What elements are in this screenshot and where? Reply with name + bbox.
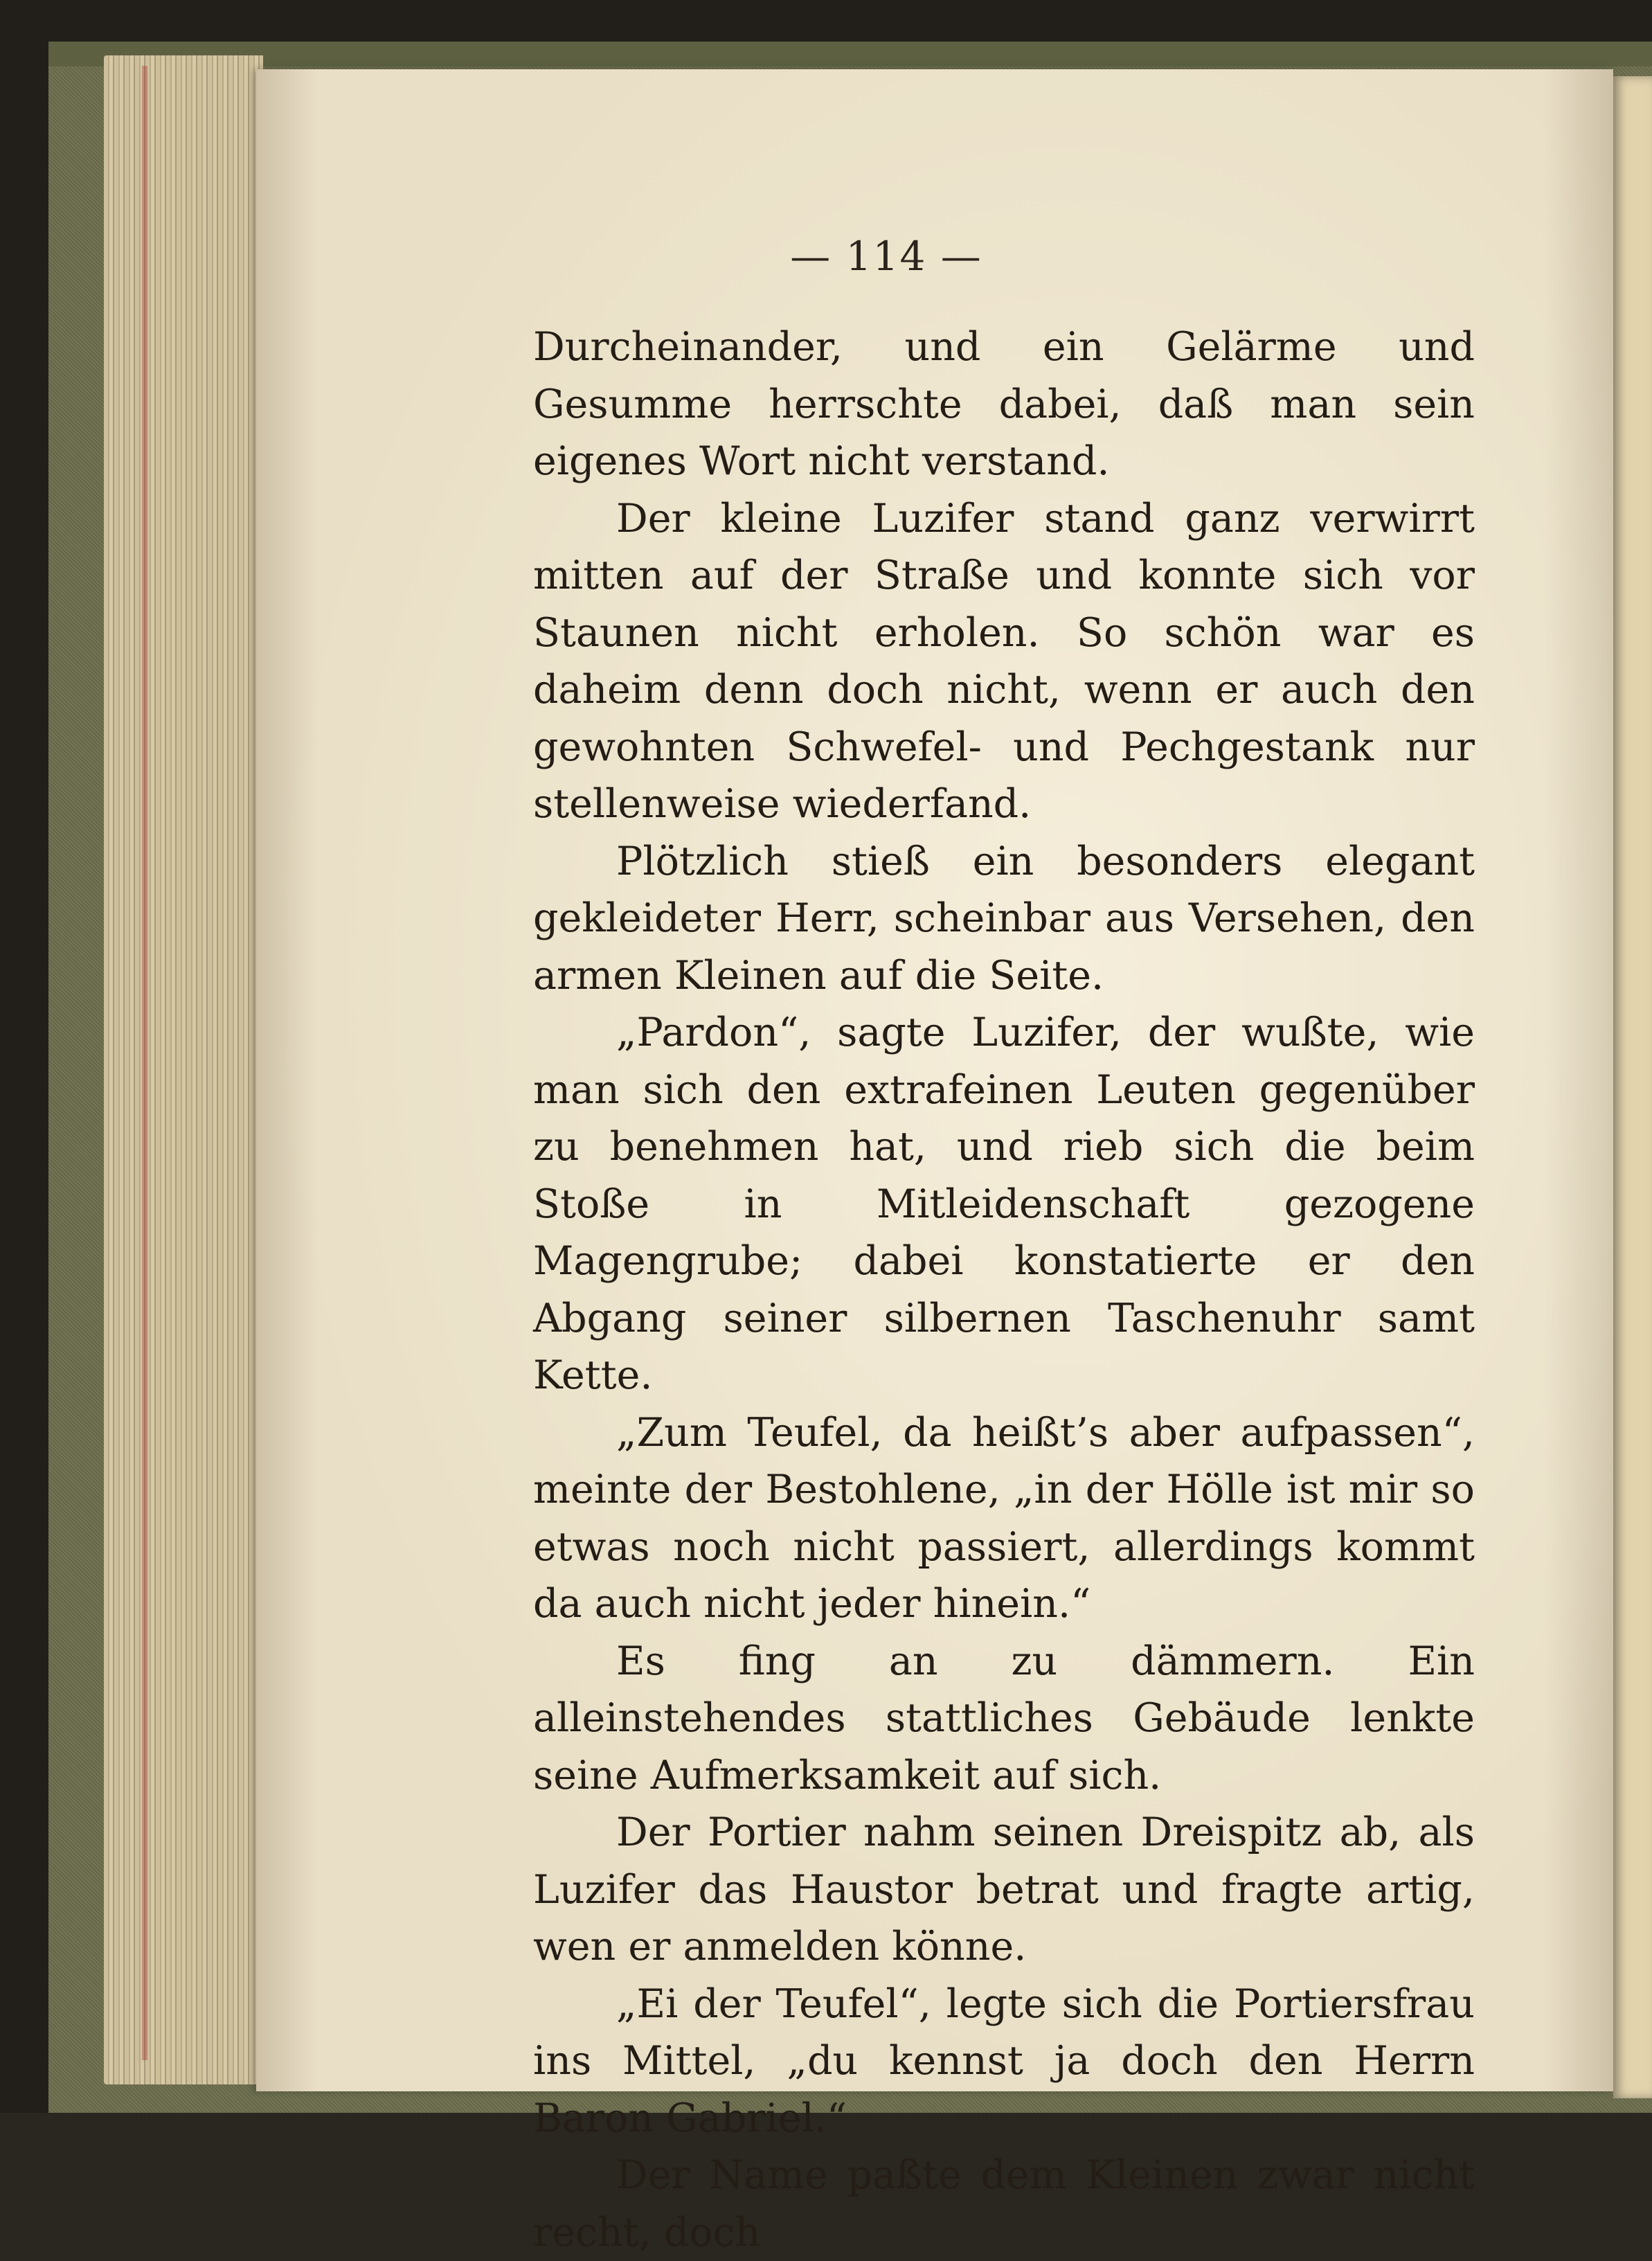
- paragraph: Der Portier nahm seinen Dreispitz ab, als Luzifer das Haustor betrat und fragte artig, wen er anmelden könne.: [533, 1809, 1475, 1969]
- page-edges: [104, 55, 263, 2084]
- paragraph: Der kleine Luzifer stand ganz verwirrt mitten auf der Straße und konnte sich vor Staunen nicht erholen. So schön war es daheim denn doch nicht, wenn er auch den gewohnten Schwefel- und Pechgestank nur stellenweise wiederfand.: [533, 495, 1475, 827]
- page-text: [533, 319, 1475, 2261]
- paragraph: Durcheinander, und ein Gelärme und Gesumme herrschte dabei, daß man sein eigenes Wort nicht verstand.: [533, 324, 1475, 484]
- facing-page-edge: [1613, 76, 1652, 2098]
- paragraph: „Zum Teufel, da heißt’s aber aufpassen“, meinte der Bestohlene, „in der Hölle ist mir so etwas noch nicht passiert, allerdings kommt da auch nicht jeder hinein.“: [533, 1409, 1475, 1627]
- paragraph: Es fing an zu dämmern. Ein alleinstehendes stattliches Gebäude lenkte seine Aufmerksamkeit auf sich.: [533, 1638, 1475, 1798]
- page-edge-stain: [142, 66, 147, 2060]
- cover-top-edge: [48, 42, 1652, 66]
- paragraph: „Ei der Teufel“, legte sich die Portiersfrau ins Mittel, „du kennst ja doch den Herrn Baron Gabriel.“: [533, 1981, 1475, 2141]
- paragraph: Der Name paßte dem Kleinen zwar nicht recht, doch: [533, 2152, 1475, 2255]
- page-number: — 114 —: [790, 233, 982, 280]
- paragraph: „Pardon“, sagte Luzifer, der wußte, wie man sich den extrafeinen Leuten gegenüber zu benehmen hat, und rieb sich die beim Stoße in Mitleidenschaft gezogene Magengrube; dabei konstatierte er den Abgang seiner silbernen Taschenuhr samt Kette.: [533, 1010, 1475, 1398]
- paragraph: Plötzlich stieß ein besonders elegant gekleideter Herr, scheinbar aus Versehen, den armen Kleinen auf die Seite.: [533, 838, 1475, 999]
